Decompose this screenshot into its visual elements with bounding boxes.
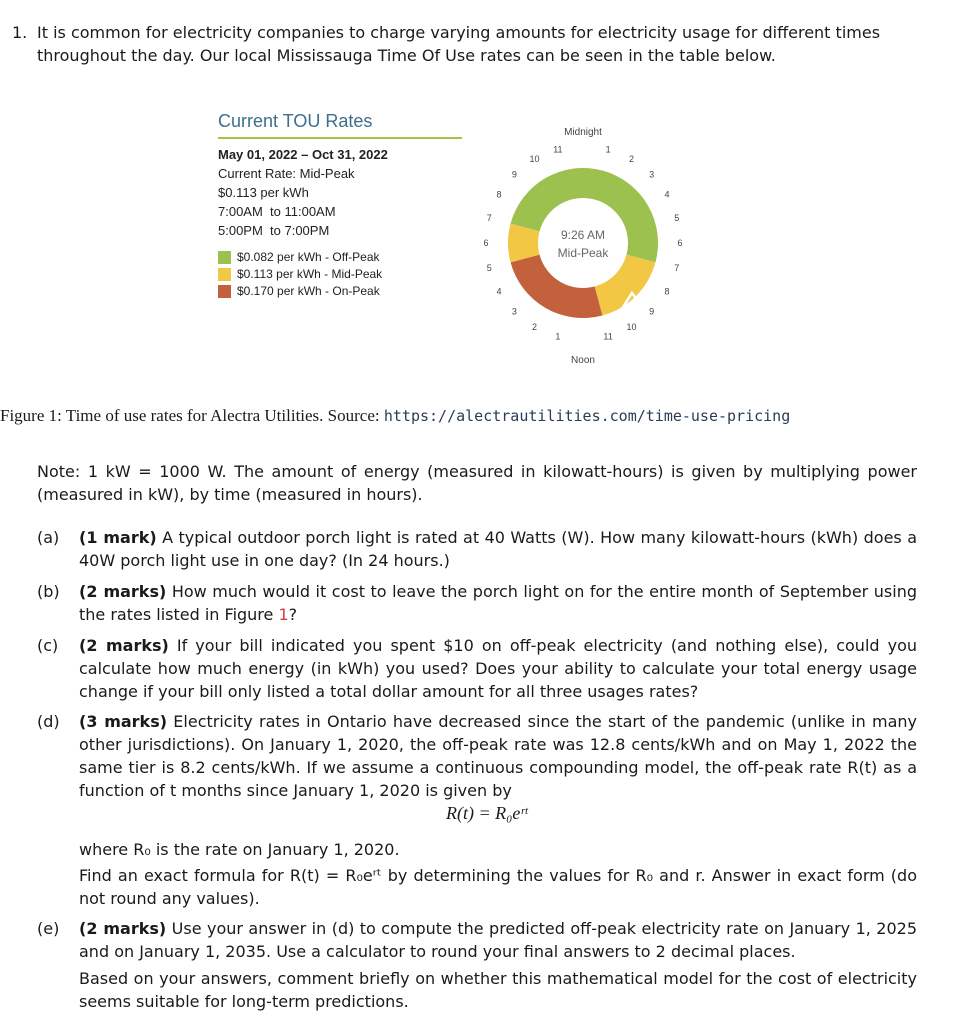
tou-ring bbox=[508, 168, 658, 318]
tou-time-1: 7:00AM to 11:00AM bbox=[218, 204, 336, 219]
clock-hour-label: 9 bbox=[511, 169, 517, 180]
clock-hour-label: 5 bbox=[674, 212, 680, 223]
question-label: (e) bbox=[37, 919, 60, 938]
clock-hour-label: 2 bbox=[531, 322, 538, 332]
caption-text: Figure 1: Time of use rates for Alectra Utilities. Source: bbox=[0, 406, 384, 425]
clock-hour-label: 9 bbox=[649, 306, 655, 317]
d-where-text: where R₀ is the rate on January 1, 2020. bbox=[79, 840, 400, 859]
on-peak-swatch bbox=[218, 285, 231, 298]
off-peak-swatch bbox=[218, 251, 231, 264]
clock-hour-label: 7 bbox=[674, 263, 680, 274]
clock-hour-label: 10 bbox=[626, 322, 637, 332]
tou-legend bbox=[218, 249, 382, 300]
marks: (2 marks) bbox=[79, 582, 167, 601]
tou-details bbox=[218, 145, 388, 240]
question-c bbox=[37, 634, 917, 703]
clock-hour-label: 7 bbox=[486, 212, 492, 223]
question-text: How much would it cost to leave the porch light on for the entire month of September using the rates listed in Figure bbox=[79, 582, 917, 624]
marks: (1 mark) bbox=[79, 528, 157, 547]
question-text: If your bill indicated you spent $10 on off-peak electricity (and nothing else), could you calculate how much energy (in kWh) you used? Does your ability to calculate your total energy usage change if your bill only listed a total dollar amount for all three usages rates? bbox=[79, 636, 917, 701]
question-label: (c) bbox=[37, 636, 59, 655]
tou-figure bbox=[210, 105, 710, 370]
question-b: (b) (2 marks) How much would it cost to leave the porch light on for the entire month of September using the rates listed in Figure 1? bbox=[37, 582, 917, 624]
tou-period: May 01, 2022 – Oct 31, 2022 bbox=[218, 147, 388, 162]
clock-hour-label: 8 bbox=[664, 286, 670, 297]
e-follow-text: Based on your answers, comment briefly on whether this mathematical model for the cost of electricity seems suitable for long-term predictions. bbox=[79, 969, 917, 1011]
noon-label: Noon bbox=[571, 355, 595, 366]
question-label: (a) bbox=[37, 528, 60, 547]
ring-segment-on bbox=[511, 255, 603, 318]
tou-title: Current TOU Rates bbox=[218, 111, 373, 131]
legend-item-off-peak: $0.082 per kWh - Off-Peak bbox=[218, 249, 382, 266]
figure-caption bbox=[0, 405, 954, 427]
clock-hour-label: 11 bbox=[603, 331, 613, 342]
tou-divider bbox=[218, 137, 462, 139]
midnight-label: Midnight bbox=[564, 127, 602, 138]
marks: (3 marks) bbox=[79, 712, 168, 731]
question-number: 1. bbox=[12, 23, 28, 42]
clock-hour-label: 6 bbox=[483, 238, 489, 248]
question-text: A typical outdoor porch light is rated at 40 Watts (W). How many kilowatt-hours (kWh) does a 40W porch light use in one day? (In 24 hours.) bbox=[79, 528, 917, 570]
tou-clock bbox=[480, 125, 710, 370]
legend-item-on-peak: $0.170 per kWh - On-Peak bbox=[218, 283, 382, 300]
question-a bbox=[37, 526, 917, 572]
clock-hour-label: 3 bbox=[649, 169, 655, 180]
intro-paragraph bbox=[12, 21, 922, 67]
clock-hour-label: 10 bbox=[529, 154, 540, 164]
clock-hour-label: 11 bbox=[553, 144, 563, 155]
clock-hour-label: 6 bbox=[677, 238, 683, 248]
question-label: (b) bbox=[37, 582, 60, 601]
mid-peak-swatch bbox=[218, 268, 231, 281]
clock-hour-label: 3 bbox=[511, 306, 517, 317]
clock-hour-label: 5 bbox=[486, 263, 492, 274]
clock-hour-label: 1 bbox=[605, 144, 611, 155]
question-d bbox=[37, 710, 917, 802]
rate-formula: R(t) = R₀eʳᵗ bbox=[446, 803, 528, 823]
center-rate: Mid-Peak bbox=[557, 246, 609, 260]
figure-ref-link[interactable]: 1 bbox=[278, 605, 289, 624]
d-find-text: Find an exact formula for R(t) = R₀eʳᵗ by determining the values for R₀ and r. Answer in exact form (do not round any values). bbox=[79, 866, 917, 908]
clock-hour-label: 8 bbox=[496, 189, 502, 200]
question-e bbox=[37, 917, 917, 963]
tou-time-2: 5:00PM to 7:00PM bbox=[218, 223, 330, 238]
tou-price: $0.113 per kWh bbox=[218, 185, 309, 200]
clock-hour-label: 4 bbox=[496, 286, 502, 297]
question-text: Use your answer in (d) to compute the predicted off-peak electricity rate on January 1, 2025 and on January 1, 2035. Use a calculator to round your final answers to 2 decimal places. bbox=[79, 919, 917, 961]
note-paragraph: Note: 1 kW = 1000 W. The amount of energy (measured in kilowatt-hours) is given by multiplying power (measured in kW), by time (measured in hours). bbox=[37, 462, 917, 504]
caption-url[interactable]: https://alectrautilities.com/time-use-pricing bbox=[383, 407, 791, 425]
question-text: Electricity rates in Ontario have decreased since the start of the pandemic (unlike in many other jurisdictions). On January 1, 2020, the off-peak rate was 12.8 cents/kWh and on May 1, 2022 the same tier is 8.2 cents/kWh. If we assume a continuous compounding model, the off-peak rate R(t) as a function of t months since January 1, 2020 is given by bbox=[79, 712, 917, 800]
intro-text: It is common for electricity companies to charge varying amounts for electricity usage for different times throughout the day. Our local Mississauga Time Of Use rates can be seen in the table below. bbox=[37, 23, 881, 65]
tou-current-rate: Current Rate: Mid-Peak bbox=[218, 166, 355, 181]
clock-hour-label: 4 bbox=[664, 189, 670, 200]
center-time: 9:26 AM bbox=[560, 228, 606, 242]
ring-segment-mid bbox=[595, 255, 656, 316]
clock-hour-label: 2 bbox=[628, 154, 635, 164]
marks: (2 marks) bbox=[79, 636, 169, 655]
marks: (2 marks) bbox=[79, 919, 167, 938]
clock-hour-label: 1 bbox=[555, 331, 561, 342]
question-label: (d) bbox=[37, 712, 60, 731]
legend-item-mid-peak: $0.113 per kWh - Mid-Peak bbox=[218, 266, 382, 283]
